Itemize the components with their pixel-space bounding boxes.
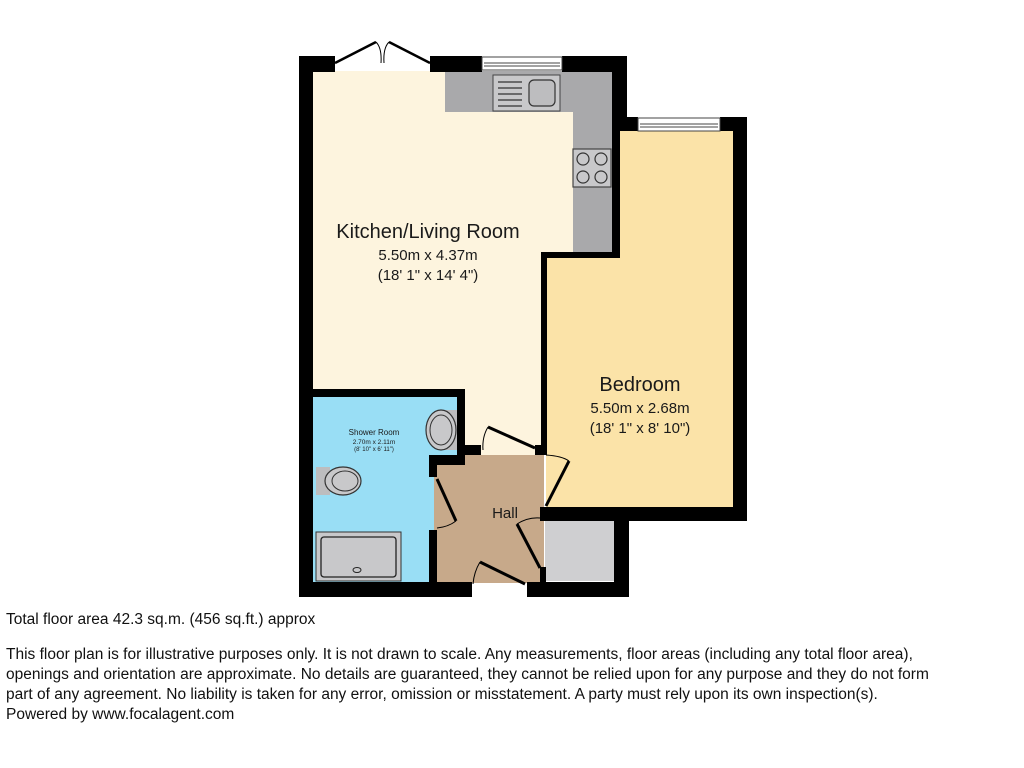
shower-tray-icon <box>316 532 401 581</box>
basin-icon <box>426 410 457 450</box>
bedroom-metric: 5.50m x 2.68m <box>590 400 690 417</box>
kitchen-name: Kitchen/Living Room <box>336 221 520 243</box>
kitchen-imperial: (18' 1" x 14' 4") <box>377 267 479 284</box>
bedroom-window <box>638 118 720 131</box>
powered-by: Powered by www.focalagent.com <box>6 706 235 723</box>
bedroom-name: Bedroom <box>599 374 681 396</box>
shower-imperial: (8' 10" x 6' 11") <box>354 447 394 453</box>
kitchen-window <box>482 57 562 70</box>
kitchen-metric: 5.50m x 4.37m <box>378 247 478 264</box>
disclaimer-line-1: This floor plan is for illustrative purposes only. It is not drawn to scale. Any measurements, floor areas (including any total floor area), <box>6 646 913 663</box>
toilet-icon <box>316 467 361 495</box>
store-floor <box>545 515 615 581</box>
disclaimer-line-2: openings and orientation are approximate. No details are guaranteed, they cannot be relied upon for any purpose and they do not form <box>6 666 929 683</box>
hob-icon <box>573 149 611 187</box>
french-doors <box>335 42 430 63</box>
total-floor-area: Total floor area 42.3 sq.m. (456 sq.ft.) approx <box>6 611 316 628</box>
bedroom-imperial: (18' 1" x 8' 10") <box>589 420 691 437</box>
shower-metric: 2.70m x 2.11m <box>352 439 396 446</box>
sink-icon <box>493 75 560 111</box>
disclaimer-line-3: part of any agreement. No liability is taken for any error, omission or misstatement. A party must rely upon its own inspection(s). <box>6 686 878 703</box>
shower-name: Shower Room <box>348 428 400 437</box>
hall-name: Hall <box>492 505 518 522</box>
